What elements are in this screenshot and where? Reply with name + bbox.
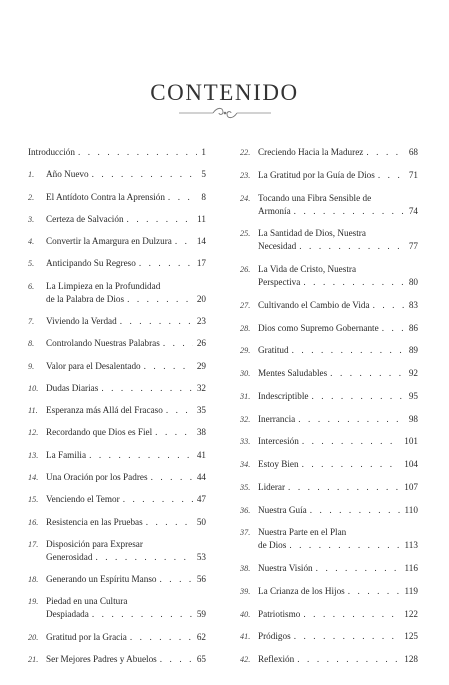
- toc-entry: [28, 493, 206, 506]
- toc-entry-number: 19.: [28, 597, 39, 607]
- toc-entry-page: 98: [408, 413, 418, 424]
- toc-leader-dots: [156, 573, 192, 586]
- toc-entry: [28, 426, 206, 439]
- toc-entry-title: Tocando una Fibra Sensible de: [258, 192, 372, 203]
- toc-entry-page: 80: [408, 277, 418, 287]
- toc-entry-number: 42.: [240, 655, 251, 664]
- toc-leader-dots: [172, 235, 193, 248]
- toc-entry-page: 47: [196, 494, 206, 505]
- toc-entry-title: Piedad en una Cultura: [46, 596, 128, 607]
- toc-entry-line: [28, 315, 206, 328]
- toc-leader-dots: [363, 146, 404, 159]
- toc-entry-line: [240, 276, 418, 289]
- toc-entry-number: 28.: [240, 323, 251, 333]
- toc-entry-title: Ser Mejores Padres y Abuelos: [46, 653, 157, 664]
- toc-entry-title: Dudas Diarias: [46, 382, 99, 393]
- toc-entry-number: 36.: [240, 505, 251, 515]
- toc-entry: [240, 435, 418, 448]
- toc-entry: [28, 191, 206, 204]
- toc-entry-title: Patriotismo: [258, 608, 301, 619]
- toc-entry-line: [28, 213, 206, 226]
- toc-leader-dots: [291, 205, 405, 218]
- toc-entry-title: La Crianza de los Hijos: [258, 585, 345, 596]
- toc-entry-number: 5.: [28, 259, 35, 269]
- toc-entry-page: 29: [196, 360, 206, 371]
- toc-leader-dots: [160, 337, 193, 350]
- toc-entry-number: 29.: [240, 346, 251, 356]
- toc-entry: [28, 631, 206, 644]
- toc-entry: [240, 608, 418, 621]
- toc-leader-dots: [289, 344, 405, 357]
- toc-leader-dots: [152, 426, 193, 439]
- toc-entry-number: 33.: [240, 437, 251, 447]
- toc-entry-title: Convertir la Amargura en Dulzura: [46, 236, 172, 247]
- toc-entry-line: [28, 146, 206, 159]
- toc-entry-title: Dios como Supremo Gobernante: [258, 322, 379, 333]
- toc-entry: [28, 257, 206, 270]
- toc-entry-page: 92: [408, 368, 418, 378]
- toc-entry-line: [28, 257, 206, 270]
- toc-entry: [28, 516, 206, 529]
- toc-leader-dots: [309, 390, 405, 403]
- toc-entry-line: [28, 449, 206, 462]
- toc-entry-line: [240, 344, 418, 357]
- toc-entry: [240, 263, 418, 289]
- toc-entry-page: 41: [196, 449, 206, 460]
- toc-entry-number: 15.: [28, 495, 39, 505]
- toc-leader-dots: [148, 471, 193, 484]
- toc-entry-number: 16.: [28, 517, 39, 527]
- toc-leader-dots: [300, 608, 400, 621]
- toc-entry-page: 125: [404, 631, 418, 642]
- toc-entry-title: Nuestra Visión: [258, 563, 313, 573]
- toc-left-column: [28, 146, 206, 666]
- toc-leader-dots: [295, 413, 405, 426]
- toc-entry-line: [28, 653, 206, 666]
- toc-entry-title: El Antídoto Contra la Aprensión: [46, 191, 165, 202]
- toc-entry-title: Esperanza más Allá del Fracaso: [46, 405, 163, 416]
- toc-entry: [28, 573, 206, 586]
- toc-entry-line: [28, 493, 206, 506]
- toc-entry: [28, 146, 206, 159]
- toc-leader-dots: [307, 504, 401, 517]
- toc-entry-line: [28, 360, 206, 373]
- toc-leader-dots: [98, 382, 193, 395]
- toc-entry: [28, 538, 206, 564]
- toc-entry: [240, 504, 418, 517]
- toc-entry: [28, 168, 206, 181]
- toc-entry: [240, 630, 418, 643]
- toc-entry-line: [240, 146, 418, 159]
- toc-leader-dots: [127, 631, 193, 644]
- toc-entry-number: 1.: [28, 170, 35, 180]
- toc-entry-page: 77: [408, 241, 418, 252]
- toc-entry: [28, 315, 206, 328]
- toc-entry: [240, 367, 418, 380]
- toc-entry-line: [240, 169, 418, 182]
- toc-entry-line: [28, 551, 206, 564]
- toc-entry-title: Perspectiva: [258, 277, 301, 287]
- toc-entry-title: Una Oración por los Padres: [46, 471, 148, 482]
- toc-leader-dots: [157, 653, 193, 666]
- toc-entry-number: 17.: [28, 539, 39, 549]
- toc-entry-page: 128: [404, 654, 418, 664]
- page-title: CONTENIDO: [150, 80, 299, 105]
- toc-leader-dots: [370, 299, 405, 312]
- toc-entry-page: 74: [408, 205, 418, 216]
- toc-entry-page: 101: [404, 436, 418, 447]
- toc-entry: [240, 169, 418, 182]
- toc-entry-line: [28, 471, 206, 484]
- toc-entry-page: 71: [408, 169, 418, 180]
- toc-leader-dots: [313, 562, 401, 575]
- toc-entry: [28, 213, 206, 226]
- toc-entry-number: 21.: [28, 654, 39, 664]
- toc-entry: [28, 595, 206, 621]
- toc-entry-title: Anticipando Su Regreso: [46, 258, 136, 269]
- toc-entry-line: [240, 585, 418, 598]
- toc-entry-number: 41.: [240, 632, 251, 642]
- toc-entry-title: Liderar: [258, 481, 286, 492]
- toc-entry-title: Intercesión: [258, 436, 299, 447]
- toc-leader-dots: [163, 404, 193, 417]
- toc-leader-dots: [143, 516, 193, 529]
- toc-entry-page: 11: [197, 213, 206, 224]
- toc-entry-page: 14: [196, 236, 206, 247]
- toc-entry-page: 1: [201, 147, 206, 157]
- toc-entry-page: 107: [404, 481, 418, 492]
- toc-entry-page: 95: [408, 390, 418, 401]
- toc-leader-dots: [141, 360, 193, 373]
- toc-entry-number: 35.: [240, 482, 251, 492]
- toc-entry-number: 32.: [240, 414, 251, 424]
- toc-entry: [240, 481, 418, 494]
- toc-entry-number: 34.: [240, 460, 251, 469]
- toc-entry-number: 40.: [240, 609, 251, 619]
- toc-entry-line: [28, 191, 206, 204]
- toc-entry-number: 23.: [240, 170, 251, 180]
- toc-entry: [240, 585, 418, 598]
- toc-entry: [240, 299, 418, 312]
- toc-entry-number: 13.: [28, 450, 39, 460]
- toc-entry: [240, 227, 418, 253]
- toc-leader-dots: [136, 257, 193, 270]
- toc-leader-dots: [117, 315, 193, 328]
- toc-entry-title: La Vida de Cristo, Nuestra: [258, 264, 357, 274]
- toc-entry-line: [240, 322, 418, 335]
- toc-entry-number: 39.: [240, 586, 251, 596]
- toc-entry-page: 56: [196, 574, 206, 585]
- toc-entry-page: 65: [196, 653, 206, 664]
- toc-entry-page: 23: [196, 315, 206, 326]
- toc-entry-title: Gratitud por la Gracia: [46, 631, 127, 642]
- toc-entry-number: 3.: [28, 214, 35, 224]
- toc-entry-line: [240, 390, 418, 403]
- toc-leader-dots: [124, 293, 193, 306]
- toc-entry-number: 6.: [28, 281, 35, 291]
- toc-entry-page: 8: [201, 191, 206, 202]
- toc-leader-dots: [165, 191, 197, 204]
- toc-entry-page: 68: [408, 147, 418, 157]
- toc-leader-dots: [345, 585, 401, 598]
- toc-entry-line: [28, 235, 206, 248]
- toc-entry: [28, 653, 206, 666]
- toc-entry-title: Venciendo el Temor: [46, 494, 120, 505]
- toc-entry-title: Año Nuevo: [46, 169, 89, 180]
- toc-entry-title: Viviendo la Verdad: [46, 315, 117, 326]
- toc-entry-line: [28, 631, 206, 644]
- toc-entry: [28, 471, 206, 484]
- toc-entry: [28, 235, 206, 248]
- toc-entry-number: 9.: [28, 361, 35, 371]
- toc-entry-number: 8.: [28, 339, 35, 349]
- toc-entry-number: 14.: [28, 472, 39, 482]
- toc-leader-dots: [299, 435, 400, 448]
- toc-entry-page: 62: [196, 631, 206, 642]
- toc-entry-title: Indescriptible: [258, 390, 309, 401]
- toc-entry: [240, 413, 418, 426]
- toc-entry-line: [240, 539, 418, 552]
- toc-entry-title: Despiadada: [46, 609, 89, 620]
- toc-entry-line: [28, 595, 206, 608]
- toc-entry-title: Disposición para Expresar: [46, 538, 143, 549]
- toc-entry-title: Certeza de Salvación: [46, 213, 124, 224]
- toc-entry-page: 35: [196, 405, 206, 416]
- toc-entry-title: Pródigos: [258, 631, 291, 642]
- toc-entry-line: [240, 367, 418, 380]
- toc-entry-title: Resistencia en las Pruebas: [46, 516, 143, 527]
- toc-leader-dots: [299, 458, 401, 471]
- toc-entry-number: 20.: [28, 632, 39, 642]
- toc-entry-title: Nuestra Parte en el Plan: [258, 527, 347, 538]
- toc-entry-line: [240, 562, 418, 575]
- toc-entry-title: Valor para el Desalentado: [46, 360, 141, 371]
- toc-entry-page: 110: [404, 504, 418, 515]
- toc-entry-title: Generosidad: [46, 551, 93, 562]
- toc-entry-page: 119: [404, 585, 418, 596]
- toc-entry-number: 25.: [240, 229, 251, 239]
- toc-entry-title: La Santidad de Dios, Nuestra: [258, 228, 366, 239]
- toc-entry-line: [28, 337, 206, 350]
- toc-leader-dots: [89, 608, 193, 621]
- toc-entry-line: [28, 516, 206, 529]
- toc-entry-page: 83: [408, 299, 418, 310]
- toc-leader-dots: [75, 146, 197, 159]
- toc-entry-page: 116: [404, 563, 418, 573]
- toc-entry-number: 24.: [240, 193, 251, 203]
- toc-entry-title: Gratitud: [258, 345, 289, 356]
- toc-entry-page: 53: [196, 551, 206, 562]
- toc-entry-number: 12.: [28, 428, 39, 438]
- toc-entry-title: La Gratitud por la Guía de Dios: [258, 169, 375, 180]
- toc-entry: [240, 562, 418, 575]
- toc-entry-number: 30.: [240, 369, 251, 378]
- toc-entry-title: La Familia: [46, 449, 87, 460]
- toc-entry-number: 31.: [240, 391, 251, 401]
- toc-entry-title: Mentes Saludables: [258, 368, 328, 378]
- toc-entry-line: [28, 573, 206, 586]
- toc-entry-line: [240, 653, 418, 666]
- toc-entry-title: Inerrancia: [258, 413, 296, 424]
- toc-entry-page: 38: [196, 427, 206, 438]
- toc-leader-dots: [89, 168, 198, 181]
- toc-entry-title: Reflexión: [258, 654, 295, 664]
- toc-entry-title: Controlando Nuestras Palabras: [46, 338, 160, 349]
- toc-entry-page: 113: [404, 540, 418, 551]
- toc-entry: [240, 344, 418, 357]
- toc-entry-page: 86: [408, 322, 418, 333]
- toc-entry: [28, 382, 206, 395]
- toc-entry-number: 38.: [240, 564, 251, 573]
- toc-entry-line: [28, 168, 206, 181]
- toc-entry-number: 18.: [28, 575, 39, 585]
- toc-leader-dots: [92, 551, 192, 564]
- toc-entry-line: [240, 481, 418, 494]
- toc-entry-page: 104: [404, 459, 418, 469]
- toc-entry-page: 44: [196, 471, 206, 482]
- toc-entry-number: 4.: [28, 237, 35, 247]
- toc-entry-page: 89: [408, 345, 418, 356]
- toc-entry-line: [240, 504, 418, 517]
- toc-leader-dots: [286, 539, 400, 552]
- toc-entry-title: Recordando que Dios es Fiel: [46, 427, 153, 438]
- toc-entry: [240, 526, 418, 552]
- toc-leader-dots: [379, 322, 405, 335]
- toc-entry-number: 26.: [240, 265, 251, 274]
- toc-leader-dots: [124, 213, 194, 226]
- toc-entry-number: 11.: [28, 406, 38, 416]
- toc-entry: [240, 192, 418, 218]
- toc-entry-line: [240, 526, 418, 539]
- toc-entry-line: [28, 293, 206, 306]
- toc-entry-page: 59: [196, 609, 206, 620]
- toc-entry-number: 7.: [28, 316, 35, 326]
- toc-entry-page: 26: [196, 338, 206, 349]
- toc-entry-number: 27.: [240, 300, 251, 310]
- toc-entry-number: 22.: [240, 148, 251, 157]
- toc-entry-title: Cultivando el Cambio de Vida: [258, 299, 370, 310]
- toc-entry: [28, 337, 206, 350]
- toc-entry-page: 122: [404, 608, 418, 619]
- toc-leader-dots: [300, 276, 404, 289]
- toc-entry-line: [28, 608, 206, 621]
- toc-leader-dots: [296, 240, 405, 253]
- toc-entry-line: [240, 240, 418, 253]
- toc-entry-line: [240, 458, 418, 471]
- toc-entry: [240, 146, 418, 159]
- toc-entry-line: [240, 630, 418, 643]
- toc-entry-line: [28, 538, 206, 551]
- toc-entry-line: [240, 263, 418, 276]
- toc-entry-page: 50: [196, 516, 206, 527]
- toc-entry-page: 20: [196, 293, 206, 304]
- toc-entry-line: [240, 435, 418, 448]
- toc-entry-line: [240, 227, 418, 240]
- toc-entry-number: 10.: [28, 383, 39, 393]
- toc-leader-dots: [327, 367, 405, 380]
- toc-entry-line: [240, 205, 418, 218]
- toc-entry-title: Generando un Espíritu Manso: [46, 574, 157, 585]
- ornament-divider-icon: [177, 106, 273, 120]
- toc-entry-page: 5: [201, 169, 206, 180]
- toc-entry-line: [240, 299, 418, 312]
- toc-entry-line: [28, 280, 206, 293]
- toc-entry-title: Creciendo Hacia la Madurez: [258, 147, 364, 157]
- toc-entry-line: [28, 404, 206, 417]
- toc-entry-title: Necesidad: [258, 241, 297, 252]
- toc-entry-title: Armonía: [258, 205, 291, 216]
- toc-entry-line: [28, 426, 206, 439]
- toc-entry: [240, 458, 418, 471]
- toc-entry-number: 2.: [28, 192, 35, 202]
- toc-right-column: [240, 146, 418, 666]
- toc-entry-line: [240, 192, 418, 205]
- toc-entry-title: Nuestra Guía: [258, 504, 307, 515]
- toc-entry: [240, 390, 418, 403]
- toc-entry-title: de la Palabra de Dios: [46, 293, 125, 304]
- toc-leader-dots: [86, 449, 193, 462]
- toc-entry-line: [28, 382, 206, 395]
- toc-entry-line: [240, 413, 418, 426]
- toc-entry-title: Introducción: [28, 147, 75, 157]
- toc-entry: [28, 360, 206, 373]
- toc-entry: [240, 322, 418, 335]
- toc-leader-dots: [294, 653, 400, 666]
- toc-entry: [240, 653, 418, 666]
- toc-entry-page: 32: [196, 382, 206, 393]
- toc-leader-dots: [120, 493, 193, 506]
- toc-entry: [28, 404, 206, 417]
- toc-entry-title: La Limpieza en la Profundidad: [46, 280, 161, 291]
- toc-leader-dots: [285, 481, 400, 494]
- toc-entry-title: Estoy Bien: [258, 459, 299, 469]
- toc-leader-dots: [375, 169, 405, 182]
- toc-entry-page: 17: [196, 258, 206, 269]
- toc-entry-line: [240, 608, 418, 621]
- toc-entry: [28, 449, 206, 462]
- toc-entry-title: de Dios: [258, 540, 287, 551]
- toc-entry: [28, 280, 206, 306]
- toc-entry-number: 37.: [240, 528, 251, 538]
- toc-leader-dots: [291, 630, 401, 643]
